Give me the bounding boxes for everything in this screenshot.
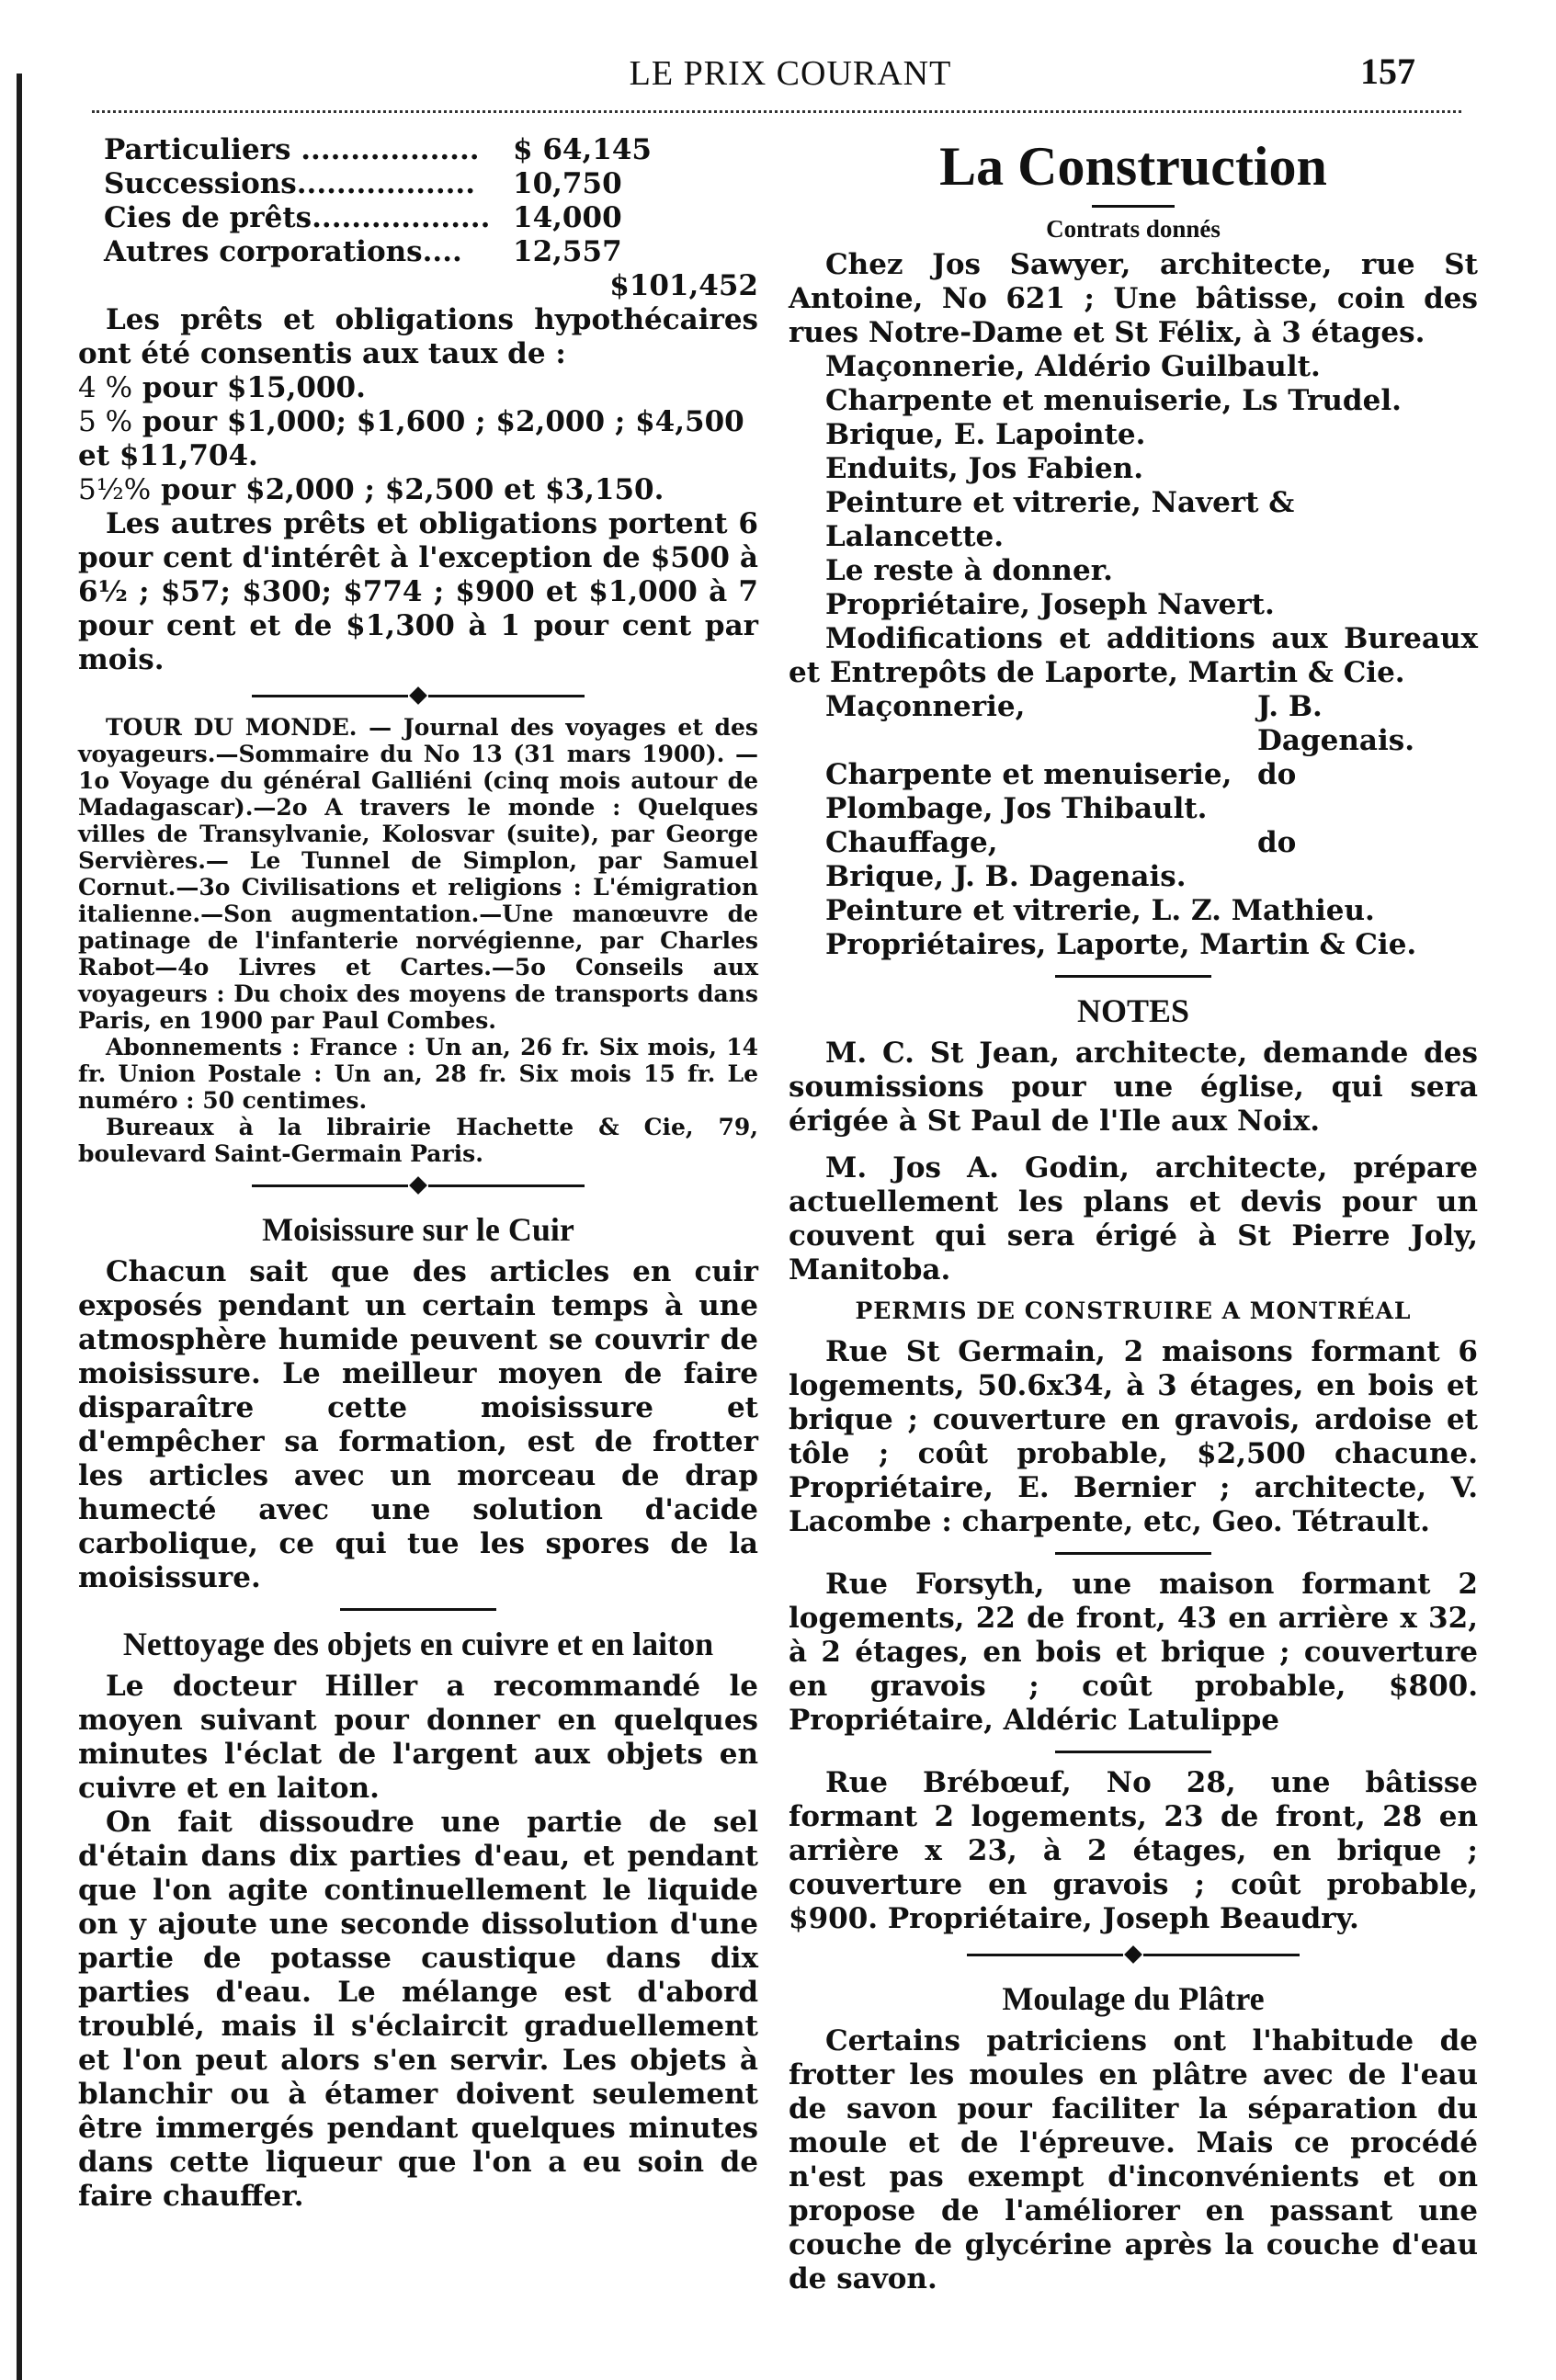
construction-title: La Construction xyxy=(939,136,1327,197)
rate-line: 4 % pour $15,000. xyxy=(78,371,366,404)
contract-intro: Chez Jos Sawyer, architecte, rue St Antoine, No 621 ; Une bâtisse, coin des rues Notre-Dame et St Félix, à 3 étages. xyxy=(789,248,1478,349)
rate-line: 5 % pour $1,000; $1,600 ; $2,000 ; $4,500 et $11,704. xyxy=(78,405,744,472)
ornament-divider xyxy=(78,1167,758,1204)
contract-item: Propriétaire, Joseph Navert. xyxy=(825,588,1275,621)
ornament-divider xyxy=(78,677,758,714)
trade-row: Peinture et vitrerie, L. Z. Mathieu. xyxy=(825,894,1375,927)
section-rule xyxy=(1055,975,1211,978)
contract-item: Peinture et vitrerie, Navert & Lalancette. xyxy=(825,486,1295,553)
section-rule xyxy=(340,1608,496,1611)
trade-row: Plombage, Jos Thibault. xyxy=(825,792,1208,825)
moulage-title: Moulage du Plâtre xyxy=(1002,1980,1265,2017)
loan-total-row xyxy=(78,269,758,303)
loans-table xyxy=(78,133,758,303)
trade-row: Charpente et menuiserie, do xyxy=(825,758,1297,791)
other-rates: Les autres prêts et obligations portent 6 pour cent d'intérêt à l'exception de $500 à 6½ ; $57; $300; $774 ; $900 et $1,000 à 7 pour cent et de $1,300 à 1 pour cent par mois. xyxy=(78,507,758,676)
binding-edge xyxy=(17,74,22,2380)
trade-row: Maçonnerie, J. B. Dagenais. xyxy=(825,690,1415,757)
right-column xyxy=(789,133,1478,2296)
tour-du-monde-summary: TOUR DU MONDE. — Journal des voyages et des voyageurs.—Sommaire du No 13 (31 mars 1900). —1o Voyage du général Galliéni (cinq mois autour de Madagascar).—2o A travers le monde : Quelques villes de Transylvanie, Kolosvar (suite), par George Servières.— Le Tunnel de Simplon, par Samuel Cornut.—3o Civilisations et religions : L'émigration italienne.—Son augmentation.—Une manœuvre de patinage de l'infanterie norvégienne, par Charles Rabot—4o Livres et Cartes.—5o Conseils aux voyageurs : Du choix des moyens de transports dans Paris, en 1900 par Paul Combes. xyxy=(78,714,758,1034)
ornament-divider xyxy=(789,1936,1478,1973)
trade-row: Propriétaires, Laporte, Martin & Cie. xyxy=(825,928,1417,961)
permis-title: PERMIS DE CONSTRUIRE A MONTRÉAL xyxy=(855,1298,1412,1324)
rates-intro: Les prêts et obligations hypothécaires ont été consentis aux taux de : xyxy=(78,303,758,370)
note-paragraph: M. Jos A. Godin, architecte, prépare actuellement les plans et devis pour un couvent qui sera érigé à St Pierre Joly, Manitoba. xyxy=(789,1151,1478,1286)
loan-row: Particuliers .................. $ 64,145 xyxy=(104,133,653,166)
running-title: LE PRIX COURANT xyxy=(629,54,952,93)
contracts-heading: Contrats donnés xyxy=(1046,215,1221,243)
loan-row: Successions.................. 10,750 xyxy=(104,167,622,200)
page-number: 157 xyxy=(1360,51,1415,92)
tour-du-monde-subscriptions: Abonnements : France : Un an, 26 fr. Six mois, 14 fr. Union Postale : Un an, 28 fr. Six mois 15 fr. Le numéro : 50 centimes. xyxy=(78,1034,758,1114)
contract-item: Enduits, Jos Fabien. xyxy=(825,452,1144,485)
loan-row: Cies de prêts.................. 14,000 xyxy=(104,201,622,234)
nettoyage-paragraph-2: On fait dissoudre une partie de sel d'étain dans dix parties d'eau, et pendant que l'on agite continuellement le liquide on y ajoute une seconde dissolution d'une partie de potasse caustique dans dix parties d'eau. Le mélange est d'abord troublé, mais il s'éclaircit graduellement et l'on peut alors s'en servir. Les objets à blanchir ou à étamer doivent seulement être immergés pendant quelques minutes dans cette liqueur que l'on a eu soin de faire chauffer. xyxy=(78,1806,758,2213)
contract-item: Le reste à donner. xyxy=(825,554,1113,587)
tour-du-monde-office: Bureaux à la librairie Hachette & Cie, 79, boulevard Saint-Germain Paris. xyxy=(78,1114,758,1167)
title-rule xyxy=(1092,205,1175,208)
moisissure-text: Chacun sait que des articles en cuir exposés pendant un certain temps à une atmosphère humide peuvent se couvrir de moisissure. Le meilleur moyen de faire disparaître cette moisissure et d'empêcher sa formation, est de frotter les articles avec un morceau de drap humecté avec une solution d'acide carbolique, ce qui tue les spores de la moisissure. xyxy=(78,1255,758,1594)
loan-row: Autres corporations.... 12,557 xyxy=(104,235,622,268)
moisissure-title: Moisissure sur le Cuir xyxy=(262,1211,574,1248)
permit-paragraph: Rue Forsyth, une maison formant 2 logements, 22 de front, 43 en arrière x 32, à 2 étages, en bois et brique ; couverture en gravois ; coût probable, $800. Propriétaire, Aldéric Latulippe xyxy=(789,1568,1478,1737)
left-column xyxy=(78,133,758,2214)
section-rule xyxy=(1055,1751,1211,1753)
contract-item: Charpente et menuiserie, Ls Trudel. xyxy=(825,384,1402,417)
nettoyage-title: Nettoyage des objets en cuivre et en laiton xyxy=(122,1626,714,1662)
trade-row: Chauffage, do xyxy=(825,826,1297,859)
permit-paragraph: Rue St Germain, 2 maisons formant 6 logements, 50.6x34, à 3 étages, en bois et brique ; couverture en gravois, ardoise et tôle ; coût probable, $2,500 chacune. Propriétaire, E. Bernier ; architecte, V. Lacombe : charpente, etc, Geo. Tétrault. xyxy=(789,1335,1478,1538)
permit-paragraph: Rue Brébœuf, No 28, une bâtisse formant 2 logements, 23 de front, 28 en arrière x 23, à 2 étages, en brique ; couverture en gravois ; coût probable, $900. Propriétaire, Joseph Beaudry. xyxy=(789,1766,1478,1935)
contract-item: Brique, E. Lapointe. xyxy=(825,418,1146,451)
trade-row: Brique, J. B. Dagenais. xyxy=(825,860,1187,893)
section-rule xyxy=(1055,1552,1211,1555)
note-paragraph: M. C. St Jean, architecte, demande des soumissions pour une église, qui sera érigée à St Paul de l'Ile aux Noix. xyxy=(789,1037,1478,1138)
notes-title: NOTES xyxy=(1076,992,1190,1029)
nettoyage-paragraph-1: Le docteur Hiller a recommandé le moyen suivant pour donner en quelques minutes l'éclat de l'argent aux objets en cuivre et en laiton. xyxy=(78,1670,758,1805)
loan-total: $101,452 xyxy=(609,269,758,302)
moulage-text: Certains patriciens ont l'habitude de frotter les moules en plâtre avec de l'eau de savon pour faciliter la séparation du moule et de l'épreuve. Mais ce procédé n'est pas exempt d'inconvénients et on propose de l'améliorer en passant une couche de glycérine après la couche d'eau de savon. xyxy=(789,2024,1478,2295)
rate-line: 5½% pour $2,000 ; $2,500 et $3,150. xyxy=(78,473,664,506)
contract-intro: Modifications et additions aux Bureaux et Entrepôts de Laporte, Martin & Cie. xyxy=(789,622,1478,689)
header-rule xyxy=(92,110,1461,113)
contract-item: Maçonnerie, Aldério Guilbault. xyxy=(825,350,1321,383)
